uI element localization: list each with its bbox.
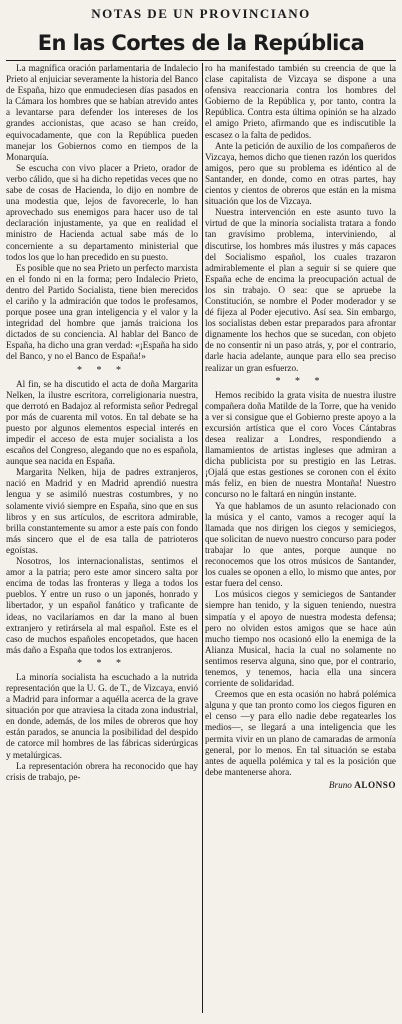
headline: En las Cortes de la República (37, 31, 365, 55)
paragraph: Al fin, se ha discutido el acta de doña Margarita Nelken, la ilustre escritora, correligionaria nuestra, que derrotó en Badajoz al reformista señor Pedregal por más de cuarenta mil votos. En tal debate se ha puesto por algunos elementos especial interés en impedir el acceso de esta mujer socialista a los escaños del Congreso, alegando que no es española, aunque sea nacida en España. (6, 378, 198, 467)
paragraph: Hemos recibido la grata visita de nuestra ilustre compañera doña Matilde de la Torre, que ha venido a ver si consigue que el Gobierno preste apoyo a la excursión artística que el coro Voces Cántabras desea realizar a Londres, respondiendo a llamamientos de artistas ingleses que admiran a dicha publicista por su prestigio en las Letras. ¡Ojalá que estas gestiones se coronen con el éxito más feliz, en bien de nuestra Montaña! Nuestro concurso no le faltará en ningún instante. (205, 389, 396, 500)
separator: * * * (77, 364, 127, 376)
paragraph: Los músicos ciegos y semiciegos de Santander siempre han tenido, y la siguen teniendo, nuestra simpatía y el apoyo de nuestra modesta defensa; pero no olviden estos amigos que se hace aún mucho tiempo nos ocasionó ello la enemiga de la Alianza Musical, hacia la cual no solamente no sentimos reserva alguna, sino que, por el contrario, tenemos, y tenemos, hacia ella una sincera corriente de solidaridad. (205, 589, 396, 689)
headline-rule (6, 60, 396, 61)
paragraph: Nosotros, los internacionalistas, sentimos el amor a la patria; pero este amor sincero salta por encima de todas las fronteras y llega a todos los pueblos. Y entre un ruso o un japonés, honrado y libertador, y un español fanático y traficante de ideas, no vacilaríamos en dar la mano al buen extranjero y retirársela al mal español. Este es el caso de muchos españoles encopetados, que hacen más daño a España que todos los extranjeros. (6, 556, 198, 655)
paragraph: Margarita Nelken, hija de padres extranjeros, nació en Madrid y en Madrid aprendió nuestra lengua y se asimiló nuestras costumbres, y no solamente vivió siempre en España, sino que en sus libros y en sus artículos, de escritora admirable, brilla constantemente su amor a este país con fondo más sincero que el de esa talla de patrioteros egoístas. (6, 467, 198, 555)
left-column (6, 63, 203, 1013)
separator: * * * (77, 657, 127, 669)
paragraph: Se escucha con vivo placer a Prieto, orador de verbo cálido, que si ha dicho repetidas veces que no sabe de cosas de Hacienda, lo dijo en nombre de una modestia que, lejos de favorecerle, lo han aprovechado sus enemigos para hacer uso de tal declaración injustamente, ya que en realidad el ministro de Hacienda actual sabe más de lo concerniente a su departamento ministerial que todos los que lo han precedido en su puesto. (6, 162, 198, 262)
signature (205, 780, 396, 791)
paragraph: Ante la petición de auxilio de los compañeros de Vizcaya, hemos dicho que tienen razón los queridos amigos, pero que su problema es idéntico al de Santander, en donde, como en otras partes, hay cientos y cientos de obreros que están en la misma situación que los de Vizcaya. (205, 140, 396, 207)
paragraph: Creemos que en esta ocasión no habrá polémica alguna y que tan pronto como los ciegos figuren en el censo —y para ello nadie debe regatearles los medios—, se llegará a una inteligencia que les permita vivir en un plano de camaradas de armonía general, por lo menos. En tal situación se estaba antes de aquella polémica y tal es la posición que debe mantenerse ahora. (205, 689, 396, 777)
section-title: NOTAS DE UN PROVINCIANO (91, 6, 311, 21)
paragraph: Es posible que no sea Prieto un perfecto marxista en el fondo ni en la forma; pero Indalecio Prieto, dentro del Partido Socialista, tiene bien merecidos el cariño y la admiración que todos le profesamos, porque posee una gran inteligencia y el valor y la integridad del hombre que jamás traiciona los dictados de su conciencia. Al hablar del Banco de España, ha dicho una gran verdad: «¡España ha sido del Banco, y no el Banco de España!» (6, 262, 198, 362)
signature-first-name: Bruno (328, 779, 352, 790)
article-columns (6, 63, 396, 1013)
paragraph: Ya que hablamos de un asunto relacionado con la música y el canto, vamos a recoger aquí la llamada que nos dirigen los ciegos y semiciegos, que solicitan de nuevo nuestro concurso para poder trabajar lo que antes, porque aunque no reconocemos que los otros músicos de Santander, los cuales se oponen a ello, lo mismo que antes, por estar fuera del censo. (205, 500, 396, 589)
paragraph: Nuestra intervención en este asunto tuvo la virtud de que la minoría socialista tratara a fondo tan gravísimo problema, interviniendo, al discutirse, los hombres más ilustres y más capaces del Socialismo español, los cuales trazaron admirablemente el plan a seguir si se quiere que España eche de encima la preocupación actual de los sin trabajo. O sea: que se apruebe la Constitución, se nombre el Poder moderador y se dé fijeza al Poder ejecutivo. Así sea. Sin embargo, los socialistas deben estar preparados para afrontar dignamente los hechos que se sucedan, con objeto de no consentir ni un paso atrás, y, por el contrario, darle hacia adelante, aunque para ello sea preciso realizar un gran esfuerzo. (205, 207, 396, 373)
paragraph: ro ha manifestado también su creencia de que la clase capitalista de Vizcaya se dispone a una ofensiva reaccionaria contra los hombres del Gobierno de la República y, por tanto, contra la República. Contra esta última opinión se ha alzado el amigo Prieto, afirmando que es indiscutible la escasez o la falta de pedidos. (205, 63, 396, 140)
paragraph: La representación obrera ha reconocido que hay crisis de trabajo, pe- (6, 760, 198, 782)
separator: * * * (275, 375, 326, 387)
paragraph: La magnífica oración parlamentaria de Indalecio Prieto al enjuiciar severamente la historia del Banco de España, hizo que enmudeciesen días pasados en la Cámara los hombres que se habían atrevido antes a levantarse para defender los intereses de los grandes accionistas, que acaso se han creído, equivocadamente, que con la República pueden manejar los Gobiernos como en tiempos de la Monarquía. (6, 63, 198, 162)
signature-last-name: ALONSO (354, 779, 396, 790)
paragraph: La minoría socialista ha escuchado a la nutrida representación que la U. G. de T., de Vizcaya, envió a Madrid para informar a aquélla acerca de la grave situación por que atraviesa la citada zona industrial, en donde, además, de los miles de obreros que hoy están parados, se anuncia la posibilidad del despido de catorce mil hombres de las fábricas siderúrgicas y metalúrgicas. (6, 671, 198, 760)
right-column (205, 63, 396, 1013)
